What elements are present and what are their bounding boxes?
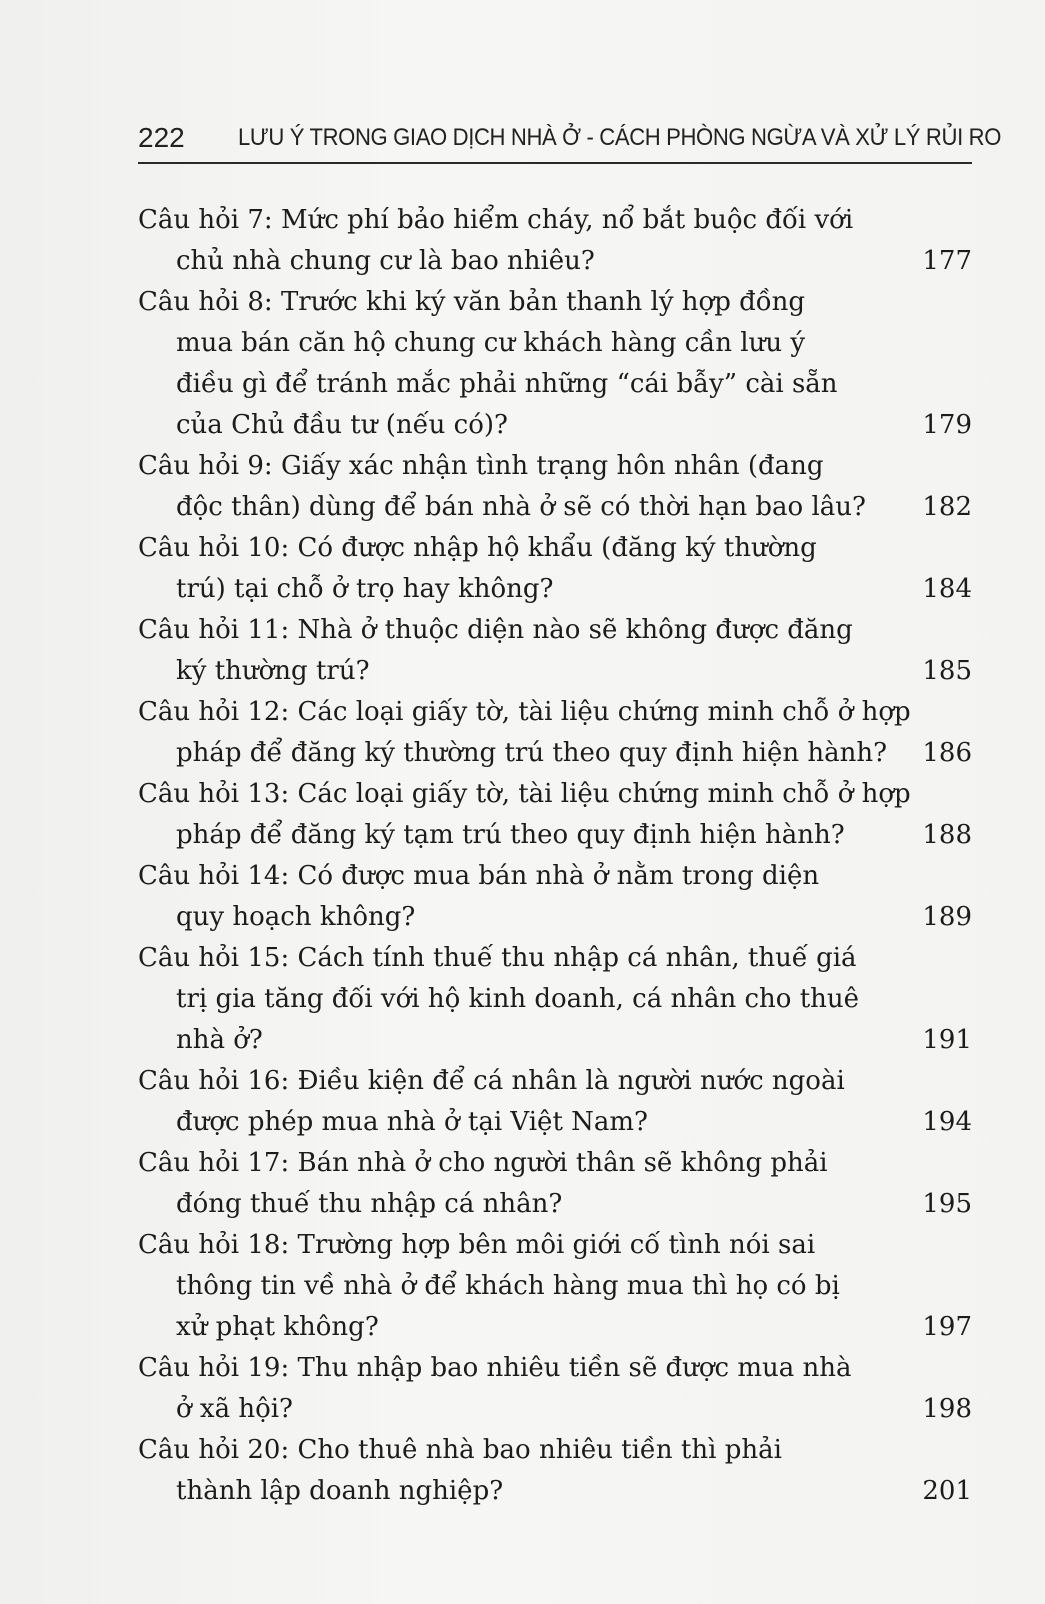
toc-entry-line: đóng thuế thu nhập cá nhân? — [176, 1189, 563, 1219]
toc-entry — [138, 446, 972, 528]
toc-entry — [138, 200, 972, 282]
toc-page-number: 186 — [922, 738, 972, 768]
running-title: LƯU Ý TRONG GIAO DỊCH NHÀ Ở - CÁCH PHÒNG NGỪA VÀ XỬ LÝ RỦI RO — [238, 124, 1002, 151]
table-of-contents — [138, 200, 972, 1512]
toc-entry-line: Câu hỏi 9: Giấy xác nhận tình trạng hôn nhân (đang — [138, 451, 824, 481]
toc-page-number: 194 — [922, 1107, 972, 1137]
toc-entry-line: Câu hỏi 11: Nhà ở thuộc diện nào sẽ không được đăng — [138, 615, 853, 645]
toc-entry — [138, 1348, 972, 1430]
toc-page-number: 195 — [922, 1189, 972, 1219]
toc-entry-line: Câu hỏi 8: Trước khi ký văn bản thanh lý hợp đồng — [138, 287, 806, 317]
toc-entry-line: xử phạt không? — [176, 1312, 379, 1342]
toc-page-number: 177 — [922, 246, 972, 276]
toc-entry-line: thông tin về nhà ở để khách hàng mua thì họ có bị — [176, 1271, 840, 1301]
toc-entry — [138, 774, 972, 856]
toc-entry-line: ký thường trú? — [176, 656, 370, 686]
toc-entry — [138, 1430, 972, 1512]
toc-entry-line: độc thân) dùng để bán nhà ở sẽ có thời hạn bao lâu? — [176, 492, 866, 522]
toc-entry-line: ở xã hội? — [176, 1394, 293, 1424]
toc-entry-line: Câu hỏi 17: Bán nhà ở cho người thân sẽ không phải — [138, 1148, 828, 1178]
toc-entry — [138, 856, 972, 938]
toc-entry — [138, 282, 972, 446]
toc-entry — [138, 938, 972, 1061]
toc-entry-line: Câu hỏi 10: Có được nhập hộ khẩu (đăng ký thường — [138, 533, 817, 563]
toc-entry-line: của Chủ đầu tư (nếu có)? — [176, 410, 508, 440]
toc-entry-line: thành lập doanh nghiệp? — [176, 1476, 504, 1506]
toc-page-number: 197 — [922, 1312, 972, 1342]
toc-entry-line: mua bán căn hộ chung cư khách hàng cần lưu ý — [176, 328, 806, 358]
toc-entry-line: Câu hỏi 19: Thu nhập bao nhiêu tiền sẽ được mua nhà — [138, 1353, 852, 1383]
toc-page-number: 189 — [922, 902, 972, 932]
toc-entry-line: Câu hỏi 18: Trường hợp bên môi giới cố tình nói sai — [138, 1230, 816, 1260]
toc-page-number: 179 — [922, 410, 972, 440]
toc-entry-line: pháp để đăng ký thường trú theo quy định hiện hành? — [176, 738, 888, 768]
toc-page-number: 201 — [922, 1476, 972, 1506]
toc-entry-line: Câu hỏi 15: Cách tính thuế thu nhập cá nhân, thuế giá — [138, 943, 857, 973]
toc-entry-line: nhà ở? — [176, 1025, 263, 1055]
page-header — [138, 110, 1002, 164]
toc-entry — [138, 1061, 972, 1143]
toc-entry-line: pháp để đăng ký tạm trú theo quy định hiện hành? — [176, 820, 845, 850]
toc-entry-line: Câu hỏi 20: Cho thuê nhà bao nhiêu tiền thì phải — [138, 1435, 782, 1465]
toc-entry-line: Câu hỏi 7: Mức phí bảo hiểm cháy, nổ bắt buộc đối với — [138, 205, 854, 235]
toc-entry-line: trú) tại chỗ ở trọ hay không? — [176, 574, 554, 604]
toc-page-number: 198 — [922, 1394, 972, 1424]
toc-entry-line: Câu hỏi 12: Các loại giấy tờ, tài liệu chứng minh chỗ ở hợp — [138, 697, 911, 727]
toc-entry-line: chủ nhà chung cư là bao nhiêu? — [176, 246, 595, 276]
toc-entry-line: được phép mua nhà ở tại Việt Nam? — [176, 1107, 648, 1137]
toc-page-number: 184 — [922, 574, 972, 604]
toc-entry-line: Câu hỏi 14: Có được mua bán nhà ở nằm trong diện — [138, 861, 820, 891]
toc-entry-line: Câu hỏi 16: Điều kiện để cá nhân là người nước ngoài — [138, 1066, 845, 1096]
toc-entry — [138, 692, 972, 774]
toc-page-number: 182 — [922, 492, 972, 522]
toc-page-number: 185 — [922, 656, 972, 686]
toc-entry-line: Câu hỏi 13: Các loại giấy tờ, tài liệu chứng minh chỗ ở hợp — [138, 779, 911, 809]
toc-entry — [138, 1225, 972, 1348]
toc-page-number: 188 — [922, 820, 972, 850]
toc-entry-line: trị gia tăng đối với hộ kinh doanh, cá nhân cho thuê — [176, 984, 860, 1014]
toc-page-number: 191 — [922, 1025, 972, 1055]
toc-entry — [138, 1143, 972, 1225]
toc-entry — [138, 528, 972, 610]
toc-entry-line: điều gì để tránh mắc phải những “cái bẫy” cài sẵn — [176, 369, 838, 399]
toc-entry-line: quy hoạch không? — [176, 902, 416, 932]
toc-entry — [138, 610, 972, 692]
page-number: 222 — [138, 122, 185, 153]
